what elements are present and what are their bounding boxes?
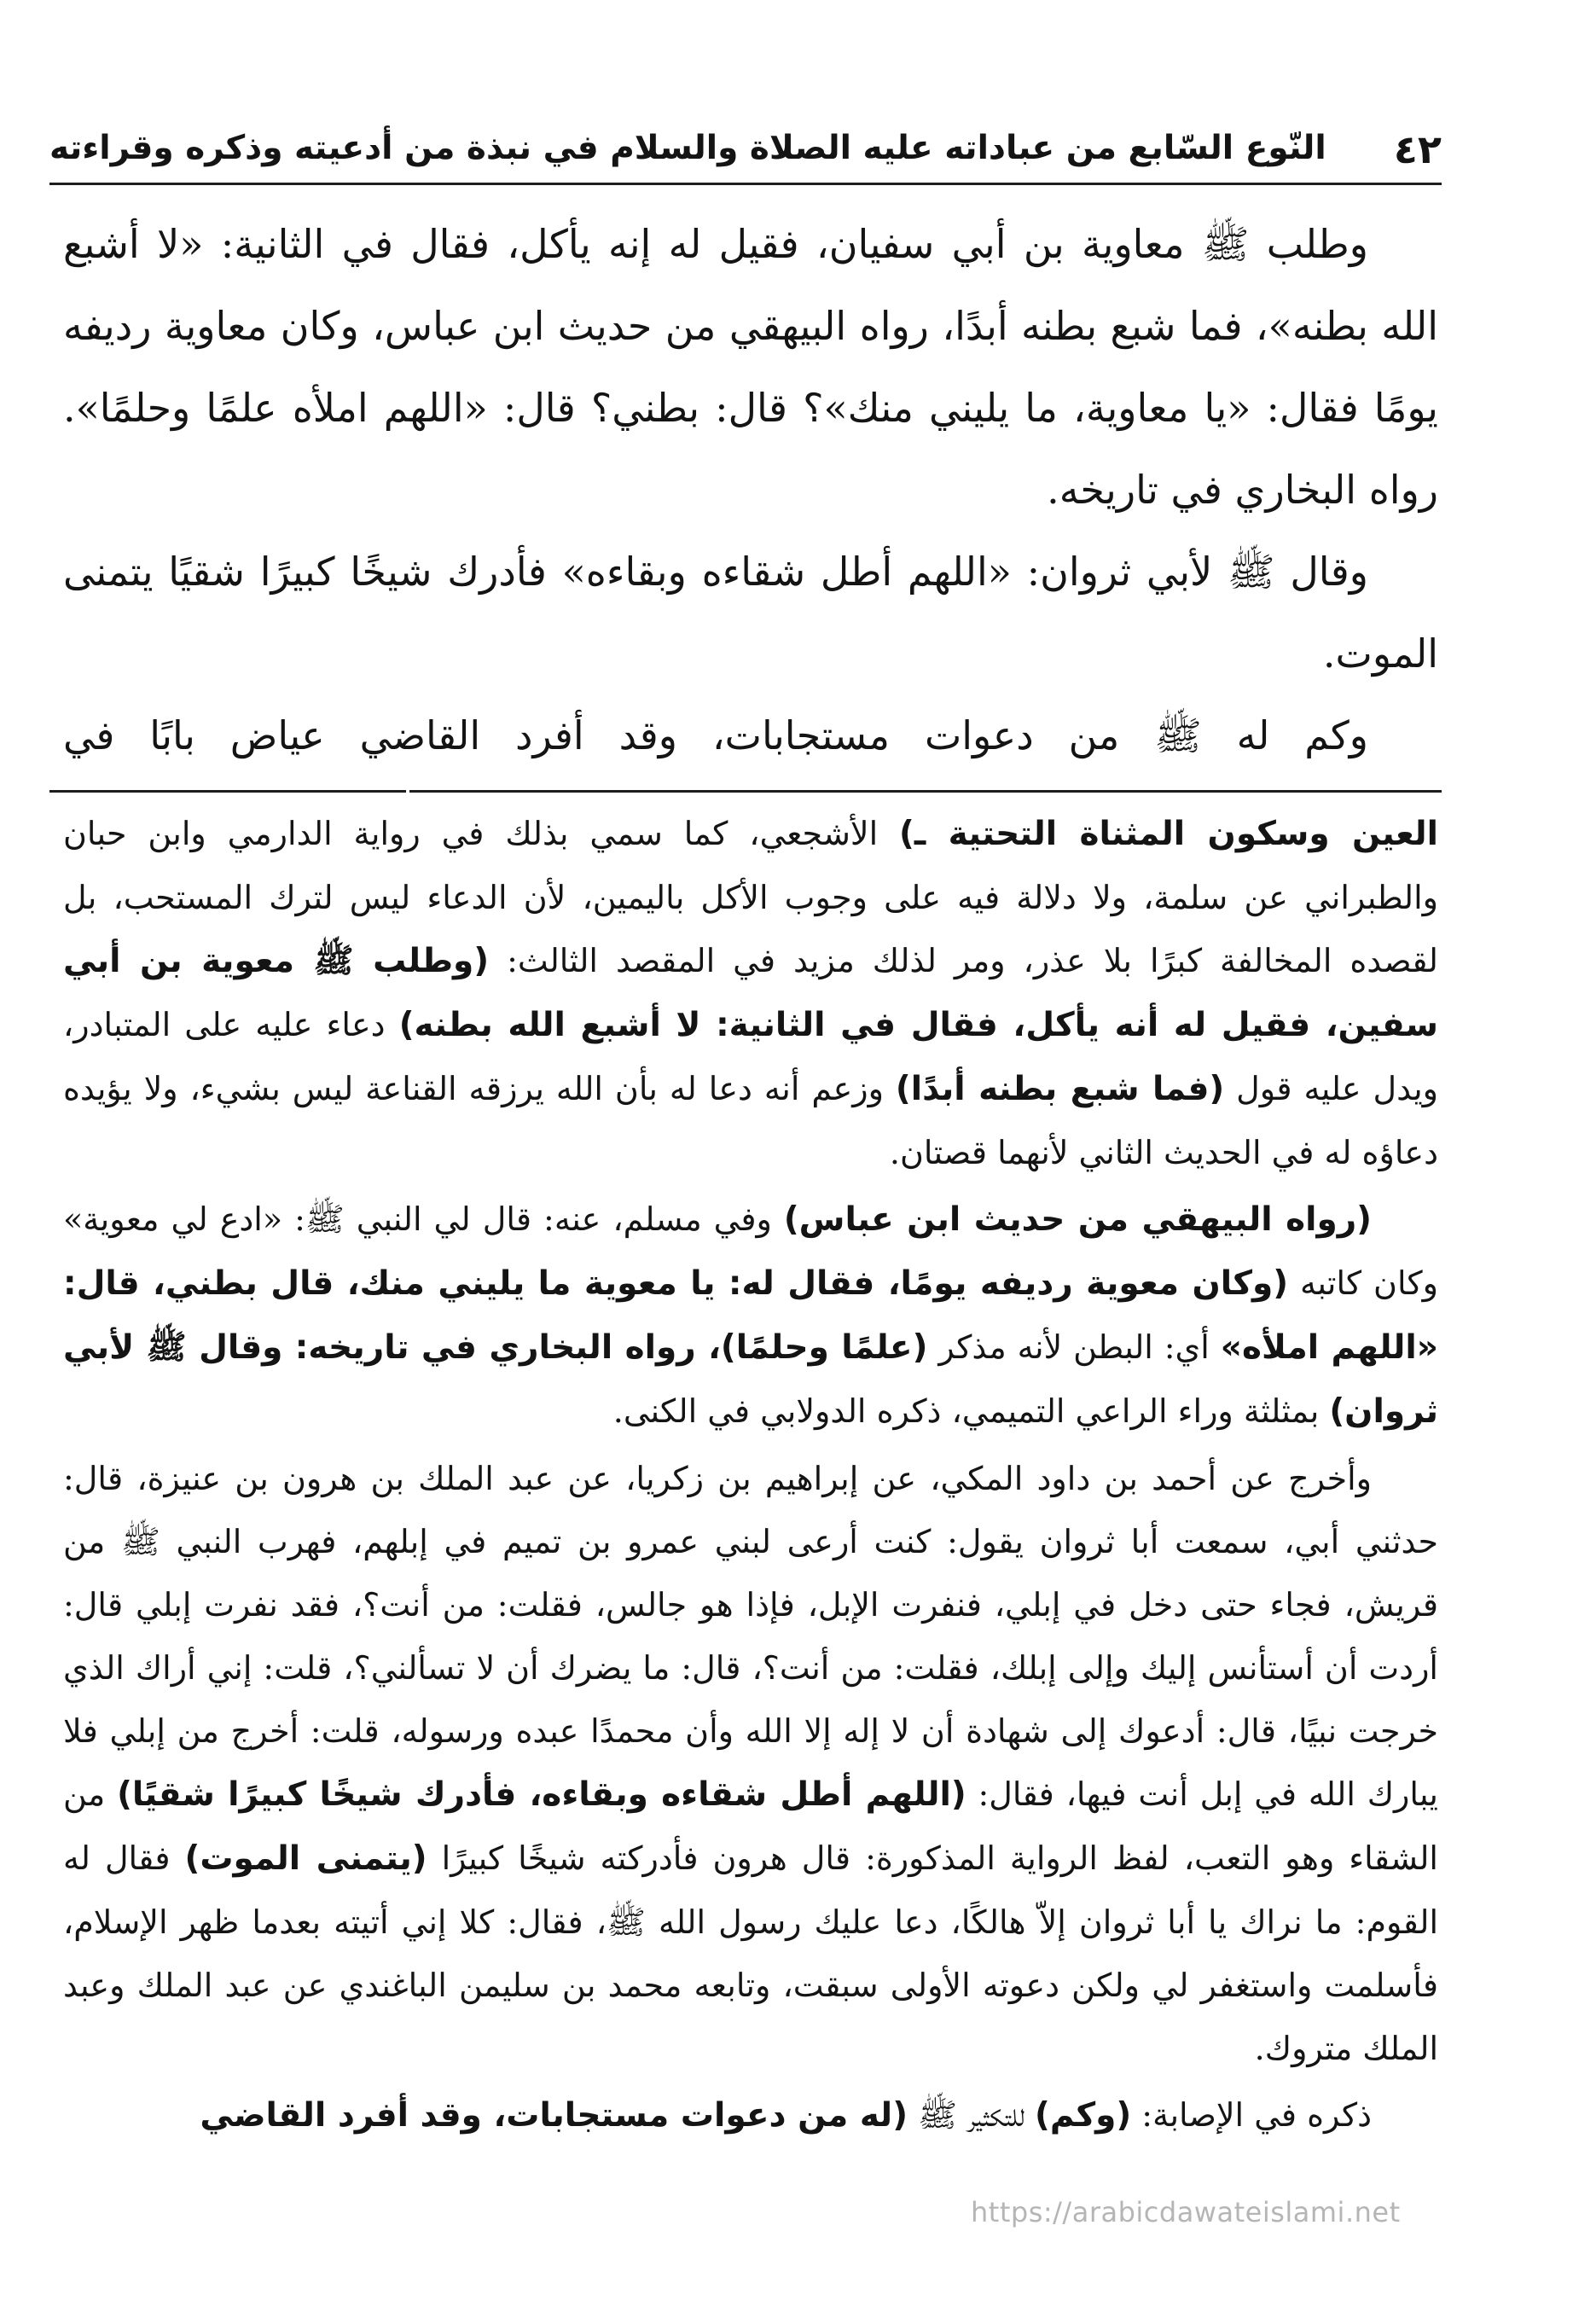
- quoted-text-bold: (اللهم أطل شقاءه وبقاءه، فأدرك شيخًا كبيرًا شقيًا): [117, 1775, 966, 1814]
- commentary-paragraph: [63, 2083, 1438, 2147]
- quoted-text-bold: (له من دعوات مستجابات، وقد أفرد القاضي: [200, 2096, 908, 2135]
- commentary-text: للتكثير ﷺ: [908, 2096, 1036, 2134]
- commentary-paragraph: [63, 802, 1438, 1184]
- main-text: [63, 203, 1438, 776]
- header-rule: [49, 183, 1442, 185]
- quoted-text-bold: (وطلب ﷺ معوية بن أبي سفين، فقيل له أنه يأكل، فقال في الثانية: لا أشبع الله بطنه): [63, 942, 1438, 1044]
- commentary-text: أي: البطن لأنه مذكر: [927, 1328, 1221, 1366]
- running-title: النّوع السّابع من عباداته عليه الصلاة والسلام في نبذة من أدعيته وذكره وقراءته: [49, 129, 1326, 168]
- commentary-text: وأخرج عن أحمد بن داود المكي، عن إبراهيم بن زكريا، عن عبد الملك بن هرون بن عنيزة، قال: حدثني أبي، سمعت أبا ثروان يقول: كنت أرعى لبني عمرو بن تميم في إبلهم، فهرب النبي ﷺ من قريش، فجاء حتى دخل في إبلي، فنفرت الإبل، فإذا هو جالس، فقلت: من أنت؟، فقد نفرت إبلي قال: أردت أن أستأنس إليك وإلى إبلك، فقلت: من أنت؟، قال: ما يضرك أن لا تسألني؟، قلت: إني أراك الذي خرجت نبيًا، قال: أدعوك إلى شهادة أن لا إله إلا الله وأن محمدًا عبده ورسوله، قلت: أخرج من إبلي فلا يبارك الله في إبل أنت فيها، فقال:: [63, 1460, 1438, 1813]
- commentary-paragraph: [63, 1188, 1438, 1444]
- commentary-text: من الشقاء وهو التعب، لفظ الرواية المذكورة: قال هرون فأدركته شيخًا كبيرًا: [63, 1775, 1438, 1877]
- commentary-text: دعاء عليه على المتبادر، ويدل عليه قول: [63, 1006, 1438, 1107]
- quoted-text-bold: العين وسكون المثناة التحتية ـ): [899, 815, 1439, 853]
- commentary-text: وزعم أنه دعا له بأن الله يرزقه القناعة ليس بشيء، ولا يؤيده دعاؤه له في الحديث الثاني لأنهما قصتان.: [63, 1070, 1438, 1171]
- main-paragraph-2: وقال ﷺ لأبي ثروان: «اللهم أطل شقاءه وبقاءه» فأدرك شيخًا كبيرًا شقيًا يتمنى الموت.: [63, 549, 1438, 677]
- commentary-text: فقال له القوم: ما نراك يا أبا ثروان إلاّ هالكًا، دعا عليك رسول الله ﷺ، فقال: كلا إني أتيته بعدما ظهر الإسلام، فأسلمت واستغفر لي ولكن دعوته الأولى سبقت، وتابعه محمد بن سليمن الباغندي عن عبد الملك وعبد الملك متروك.: [63, 1839, 1438, 2067]
- quoted-text-bold: (فما شبع بطنه أبدًا): [895, 1070, 1225, 1108]
- commentary-text: بمثلثة وراء الراعي التميمي، ذكره الدولابي في الكنى.: [612, 1392, 1330, 1430]
- quoted-text-bold: (وكم): [1035, 2096, 1132, 2135]
- commentary-text: وفي مسلم، عنه: قال لي النبي ﷺ: «ادع لي معوية» وكان كاتبه: [63, 1200, 1438, 1302]
- watermark-url: https://arabicdawateislami.net: [971, 2196, 1401, 2228]
- quoted-text-bold: (علمًا وحلمًا)، رواه البخاري في تاريخه: وقال ﷺ لأبي ثروان): [63, 1328, 1438, 1431]
- quoted-text-bold: (يتمنى الموت): [184, 1839, 427, 1878]
- commentary-text: الأشجعي، كما سمي بذلك في رواية الدارمي وابن حبان والطبراني عن سلمة، ولا دلالة فيه على وجوب الأكل باليمين، لأن الدعاء ليس لترك المستحب، بل لقصده المخالفة كبرًا بلا عذر، ومر لذلك مزيد في المقصد الثالث:: [63, 815, 1439, 979]
- page-header: [49, 101, 1442, 177]
- commentary-text: ذكره في الإصابة:: [1131, 2096, 1372, 2134]
- footnote-separator-short: [49, 790, 406, 793]
- main-paragraph-1: وطلب ﷺ معاوية بن أبي سفيان، فقيل له إنه يأكل، فقال في الثانية: «لا أشبع الله بطنه»، فما شبع بطنه أبدًا، رواه البيهقي من حديث ابن عباس، وكان معاوية رديفه يومًا فقال: «يا معاوية، ما يليني منك»؟ قال: بطني؟ قال: «اللهم املأه علمًا وحلمًا». رواه البخاري في تاريخه.: [63, 221, 1438, 513]
- commentary: [63, 802, 1438, 2151]
- quoted-text-bold: (وكان معوية رديفه يومًا، فقال له: يا معوية ما يليني منك، قال بطني، قال: «اللهم املأه»: [63, 1264, 1438, 1367]
- main-paragraph-3: وكم له ﷺ من دعوات مستجابات، وقد أفرد القاضي عياض بابًا في: [63, 712, 1368, 758]
- commentary-paragraph: [63, 1447, 1438, 2080]
- page-number: ٤٢: [1393, 126, 1442, 172]
- quoted-text-bold: (رواه البيهقي من حديث ابن عباس): [783, 1200, 1373, 1239]
- footnote-separator-long: [409, 790, 1442, 793]
